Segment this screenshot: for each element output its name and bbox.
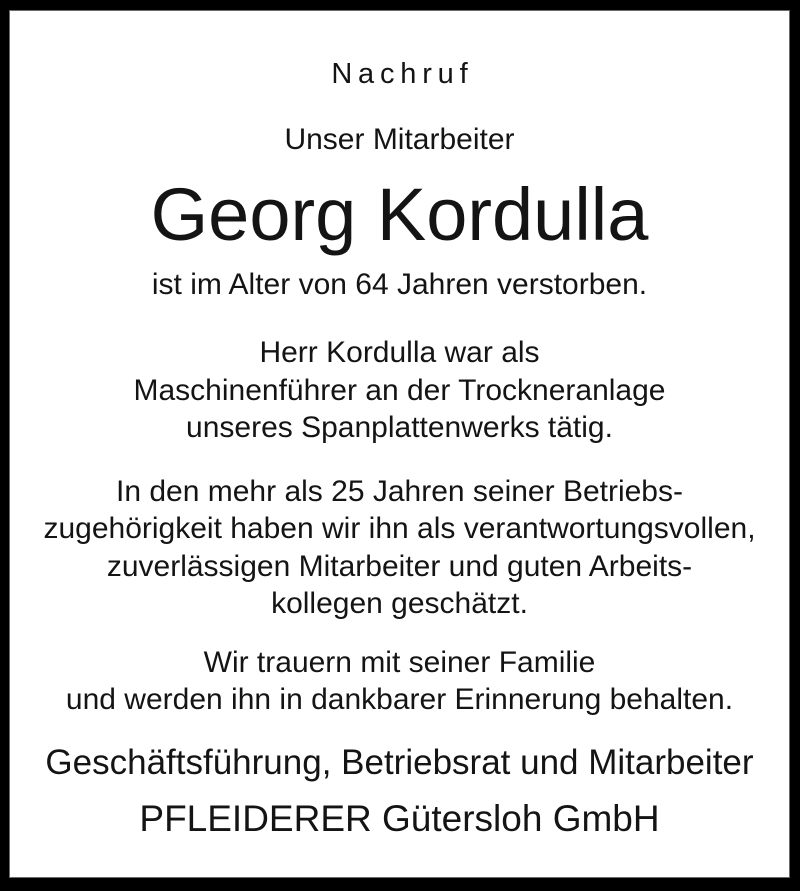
intro-line: Unser Mitarbeiter [284,123,515,156]
text-line: In den mehr als 25 Jahren seiner Betriebs- [116,474,683,508]
text-line: Wir trauern mit seiner Familie [203,645,596,679]
notice-kicker: Nachruf [331,58,474,90]
paragraph-tenure [10,473,789,623]
signature-line: Geschäftsführung, Betriebsrat und Mitarbeiter [45,742,754,782]
text-line: Maschinenführer an der Trockneranlage [133,373,666,407]
text-line: zuverlässigen Mitarbeiter und guten Arbeits- [106,549,693,583]
obituary-content [10,11,789,840]
text-line: und werden ihn in dankbarer Erinnerung behalten. [65,683,734,716]
text-line: Herr Kordulla war als [259,336,540,369]
obituary-notice [9,10,790,878]
text-line: zugehörigkeit haben wir ihn als verantwortungsvollen, [43,512,756,545]
text-line: unseres Spanplattenwerks tätig. [186,411,613,444]
paragraph-condolence [10,644,789,719]
paragraph-role [10,334,789,447]
deceased-name: Georg Kordulla [150,173,649,256]
death-statement: ist im Alter von 64 Jahren verstorben. [151,268,648,301]
company-name: PFLEIDERER Gütersloh GmbH [139,797,660,839]
text-line: kollegen geschätzt. [271,587,528,620]
